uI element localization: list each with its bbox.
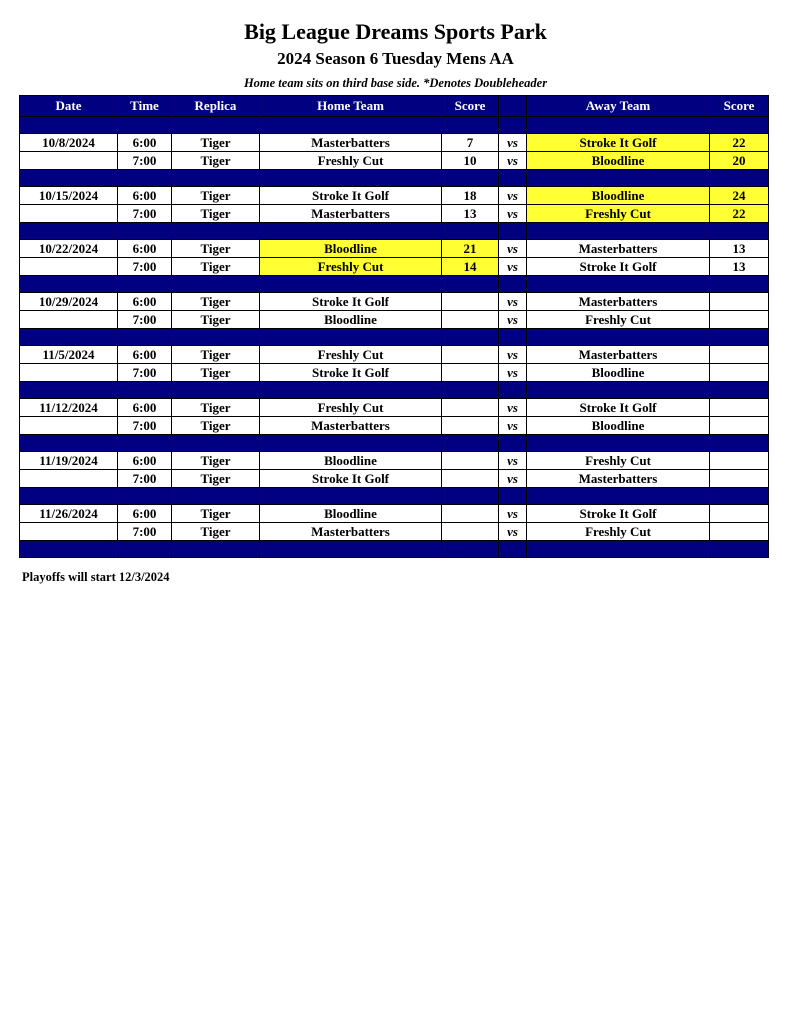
vs-label: vs [499,346,527,364]
separator-cell [118,170,172,187]
home-score [442,523,499,541]
col-header-home-team: Home Team [260,96,442,117]
separator-cell [118,223,172,240]
home-team: Stroke It Golf [260,293,442,311]
separator-cell [118,382,172,399]
vs-label: vs [499,187,527,205]
game-time: 7:00 [118,470,172,488]
separator-cell [20,329,118,346]
separator-cell [710,117,769,134]
separator-row [20,541,769,558]
game-row [20,205,769,223]
game-time: 7:00 [118,417,172,435]
separator-cell [499,223,527,240]
separator-cell [172,329,260,346]
game-field: Tiger [172,205,260,223]
separator-cell [172,435,260,452]
game-time: 7:00 [118,311,172,329]
separator-cell [527,117,710,134]
separator-cell [118,329,172,346]
separator-cell [20,170,118,187]
game-time: 7:00 [118,364,172,382]
home-score [442,293,499,311]
vs-label: vs [499,134,527,152]
separator-cell [527,170,710,187]
separator-cell [710,488,769,505]
separator-cell [527,276,710,293]
away-score: 22 [710,134,769,152]
vs-label: vs [499,293,527,311]
vs-label: vs [499,452,527,470]
game-time: 7:00 [118,152,172,170]
game-time: 6:00 [118,399,172,417]
game-date [20,258,118,276]
game-time: 6:00 [118,346,172,364]
vs-label: vs [499,399,527,417]
game-field: Tiger [172,417,260,435]
game-date: 11/12/2024 [20,399,118,417]
home-score: 7 [442,134,499,152]
separator-row [20,170,769,187]
home-team: Masterbatters [260,417,442,435]
home-score [442,311,499,329]
home-score [442,470,499,488]
separator-cell [20,382,118,399]
game-date [20,152,118,170]
separator-row [20,276,769,293]
home-score [442,505,499,523]
game-time: 6:00 [118,134,172,152]
header-row [20,96,769,117]
game-row [20,258,769,276]
game-field: Tiger [172,311,260,329]
col-header-date: Date [20,96,118,117]
away-score [710,417,769,435]
separator-cell [442,117,499,134]
game-time: 7:00 [118,258,172,276]
away-team: Freshly Cut [527,205,710,223]
game-row [20,470,769,488]
away-team: Masterbatters [527,470,710,488]
separator-cell [260,435,442,452]
away-score [710,505,769,523]
game-date: 11/19/2024 [20,452,118,470]
separator-cell [260,170,442,187]
away-team: Stroke It Golf [527,505,710,523]
game-field: Tiger [172,258,260,276]
game-date: 11/5/2024 [20,346,118,364]
home-team: Stroke It Golf [260,187,442,205]
separator-cell [710,276,769,293]
separator-cell [20,541,118,558]
separator-row [20,382,769,399]
vs-label: vs [499,258,527,276]
separator-cell [20,435,118,452]
separator-cell [710,223,769,240]
game-row [20,399,769,417]
game-date [20,417,118,435]
col-header-away-team: Away Team [527,96,710,117]
away-score [710,293,769,311]
separator-cell [442,170,499,187]
game-date [20,470,118,488]
separator-cell [527,435,710,452]
away-score [710,452,769,470]
game-field: Tiger [172,240,260,258]
separator-cell [20,223,118,240]
playoffs-note: Playoffs will start 12/3/2024 [22,570,170,584]
game-field: Tiger [172,505,260,523]
separator-cell [260,488,442,505]
home-team: Bloodline [260,240,442,258]
vs-label: vs [499,311,527,329]
away-score [710,470,769,488]
separator-cell [442,435,499,452]
away-team: Stroke It Golf [527,258,710,276]
separator-cell [499,170,527,187]
away-team: Stroke It Golf [527,399,710,417]
away-score: 13 [710,258,769,276]
game-time: 6:00 [118,240,172,258]
home-score: 10 [442,152,499,170]
game-time: 7:00 [118,523,172,541]
schedule-table [19,95,769,558]
home-score [442,452,499,470]
separator-cell [260,276,442,293]
game-row [20,505,769,523]
game-field: Tiger [172,187,260,205]
vs-label: vs [499,523,527,541]
away-score: 22 [710,205,769,223]
separator-cell [527,488,710,505]
game-date [20,311,118,329]
separator-cell [20,276,118,293]
separator-row [20,488,769,505]
away-score [710,523,769,541]
separator-cell [260,541,442,558]
separator-cell [172,170,260,187]
separator-cell [499,329,527,346]
game-time: 7:00 [118,205,172,223]
game-field: Tiger [172,152,260,170]
game-time: 6:00 [118,452,172,470]
game-row [20,134,769,152]
separator-cell [172,488,260,505]
col-header-time: Time [118,96,172,117]
home-score [442,364,499,382]
game-field: Tiger [172,293,260,311]
game-date: 10/15/2024 [20,187,118,205]
away-score [710,346,769,364]
game-date: 10/29/2024 [20,293,118,311]
separator-cell [260,382,442,399]
separator-cell [172,117,260,134]
game-row [20,311,769,329]
page-title: Big League Dreams Sports Park [244,19,547,44]
game-field: Tiger [172,346,260,364]
separator-cell [710,329,769,346]
col-header-replica: Replica [172,96,260,117]
away-team: Masterbatters [527,346,710,364]
game-row [20,452,769,470]
game-row [20,346,769,364]
game-date: 10/22/2024 [20,240,118,258]
home-score: 21 [442,240,499,258]
game-row [20,293,769,311]
away-team: Freshly Cut [527,311,710,329]
separator-cell [499,435,527,452]
home-team: Freshly Cut [260,152,442,170]
game-time: 6:00 [118,293,172,311]
separator-cell [172,223,260,240]
separator-cell [499,541,527,558]
home-team: Freshly Cut [260,399,442,417]
game-row [20,187,769,205]
page-subtitle: 2024 Season 6 Tuesday Mens AA [277,49,514,68]
separator-cell [260,117,442,134]
home-team: Masterbatters [260,523,442,541]
separator-cell [20,488,118,505]
home-team: Bloodline [260,452,442,470]
home-score: 13 [442,205,499,223]
away-team: Masterbatters [527,240,710,258]
game-row [20,152,769,170]
game-field: Tiger [172,523,260,541]
vs-label: vs [499,470,527,488]
away-score: 24 [710,187,769,205]
separator-cell [442,223,499,240]
vs-label: vs [499,505,527,523]
game-date: 11/26/2024 [20,505,118,523]
vs-label: vs [499,240,527,258]
col-header-vs [499,96,527,117]
away-team: Freshly Cut [527,523,710,541]
separator-cell [20,117,118,134]
separator-cell [499,488,527,505]
away-score [710,364,769,382]
schedule-note: Home team sits on third base side. *Denotes Doubleheader [243,76,548,90]
game-date [20,205,118,223]
separator-cell [118,488,172,505]
separator-cell [260,223,442,240]
separator-cell [710,382,769,399]
game-field: Tiger [172,470,260,488]
separator-cell [442,382,499,399]
separator-cell [118,541,172,558]
separator-cell [499,276,527,293]
vs-label: vs [499,417,527,435]
game-time: 6:00 [118,187,172,205]
home-team: Stroke It Golf [260,470,442,488]
home-score: 18 [442,187,499,205]
separator-row [20,435,769,452]
home-score [442,346,499,364]
game-row [20,523,769,541]
game-row [20,417,769,435]
separator-cell [527,541,710,558]
home-team: Bloodline [260,505,442,523]
game-time: 6:00 [118,505,172,523]
separator-cell [499,117,527,134]
separator-cell [710,541,769,558]
away-score: 13 [710,240,769,258]
home-score [442,399,499,417]
home-team: Masterbatters [260,205,442,223]
separator-row [20,223,769,240]
away-team: Bloodline [527,417,710,435]
col-header-home-score: Score [442,96,499,117]
home-team: Stroke It Golf [260,364,442,382]
separator-cell [499,382,527,399]
separator-cell [527,382,710,399]
separator-cell [527,223,710,240]
game-row [20,240,769,258]
game-date: 10/8/2024 [20,134,118,152]
vs-label: vs [499,205,527,223]
vs-label: vs [499,364,527,382]
home-score: 14 [442,258,499,276]
game-field: Tiger [172,364,260,382]
separator-cell [118,435,172,452]
separator-cell [172,541,260,558]
away-team: Masterbatters [527,293,710,311]
away-team: Freshly Cut [527,452,710,470]
home-team: Bloodline [260,311,442,329]
game-date [20,364,118,382]
away-team: Bloodline [527,187,710,205]
home-team: Freshly Cut [260,258,442,276]
away-score [710,399,769,417]
separator-cell [118,276,172,293]
separator-cell [118,117,172,134]
separator-cell [442,488,499,505]
separator-cell [442,276,499,293]
away-score: 20 [710,152,769,170]
game-field: Tiger [172,452,260,470]
separator-cell [527,329,710,346]
home-score [442,417,499,435]
separator-cell [710,170,769,187]
separator-cell [442,329,499,346]
separator-cell [442,541,499,558]
col-header-away-score: Score [710,96,769,117]
separator-cell [710,435,769,452]
game-row [20,364,769,382]
separator-cell [260,329,442,346]
separator-cell [172,276,260,293]
away-team: Bloodline [527,152,710,170]
home-team: Freshly Cut [260,346,442,364]
schedule-body [20,117,769,558]
home-team: Masterbatters [260,134,442,152]
separator-row [20,117,769,134]
separator-row [20,329,769,346]
game-field: Tiger [172,134,260,152]
game-field: Tiger [172,399,260,417]
game-date [20,523,118,541]
away-team: Bloodline [527,364,710,382]
away-team: Stroke It Golf [527,134,710,152]
away-score [710,311,769,329]
separator-cell [172,382,260,399]
vs-label: vs [499,152,527,170]
